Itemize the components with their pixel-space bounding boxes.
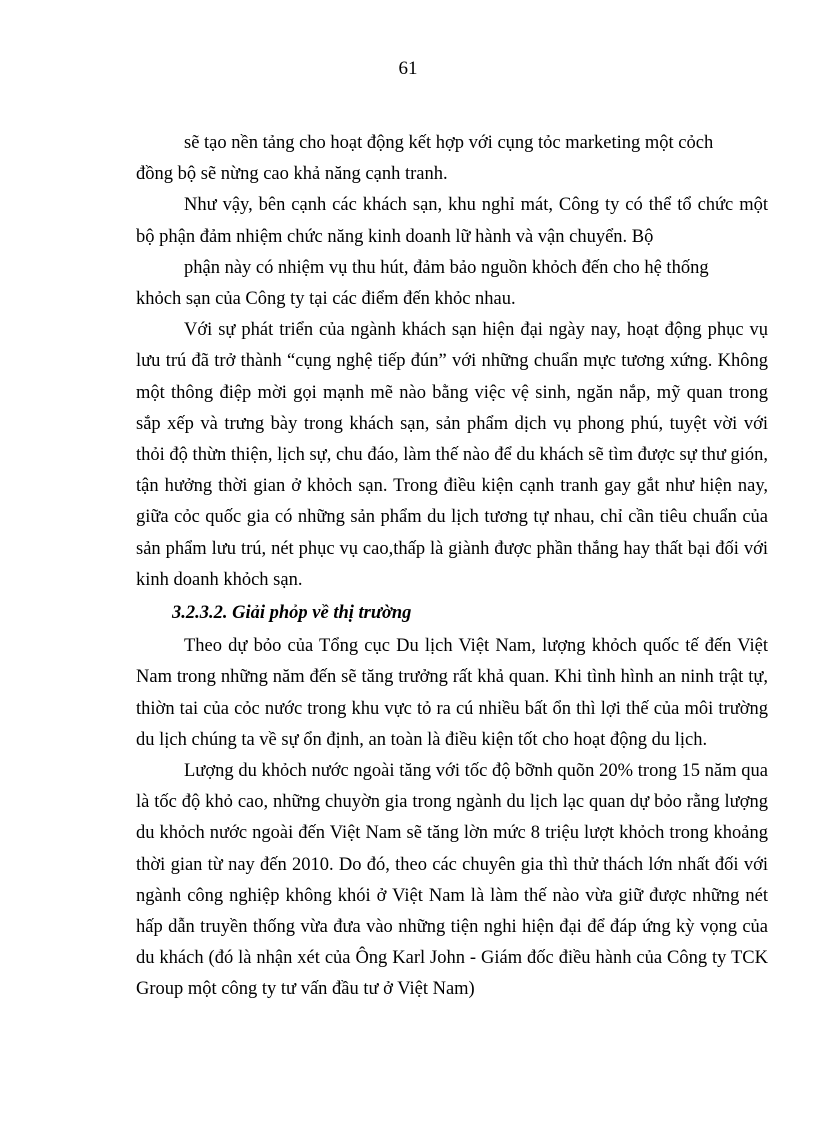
paragraph-5: Lượng du khỏch nước ngoài tăng với tốc độ bỡnh quõn 20% trong 15 năm qua là tốc độ khỏ cao, những chuyờn gia trong ngành du lịch lạc quan dự bỏo rằng lượng du khỏch nước ngoài đến Việt Nam sẽ tăng lờn mức 8 triệu lượt khỏch trong khoảng thời gian từ nay đến 2010. Do đó, theo các chuyên gia thì thử thách lớn nhất đối với ngành công nghiệp không khói ở Việt Nam là làm thế nào vừa giữ được những nét hấp dẫn truyền thống vừa đưa vào những tiện nghi hiện đại để đáp ứng kỳ vọng của du khách (đó là nhận xét của Ông Karl John - Giám đốc điều hành của Công ty TCK Group một công ty tư vấn đầu tư ở Việt Nam) (136, 761, 768, 1000)
section-heading: 3.2.3.2. Giải phỏp về thị trường (172, 603, 412, 624)
paragraph-1-line-2: đồng bộ sẽ nừng cao khả năng cạnh tranh. (136, 164, 448, 185)
paragraph-2-part-2: phận này có nhiệm vụ thu hút, đảm bảo nguồn khỏch đến cho hệ thống (184, 257, 709, 278)
paragraph-1-line-1: sẽ tạo nền tảng cho hoạt động kết hợp với cụng tỏc marketing một cỏch (184, 133, 714, 153)
paragraph-4: Theo dự bỏo của Tổng cục Du lịch Việt Nam, lượng khỏch quốc tế đến Việt Nam trong những năm đến sẽ tăng trưởng rất khả quan. Khi tình hình an ninh trật tự, thiờn tai của cỏc nước trong khu vực tỏ ra cú nhiều bất ổn thì lợi thế của môi trường du lịch chúng ta về sự ổn định, an toàn là điều kiện tốt cho hoạt động du lịch. (136, 636, 768, 750)
paragraph-3: Với sự phát triển của ngành khách sạn hiện đại ngày nay, hoạt động phục vụ lưu trú đã trở thành “cụng nghệ tiếp đún” với những chuẩn mực tương xứng. Không một thông điệp mời gọi mạnh mẽ nào bằng việc vệ sinh, ngăn nắp, mỹ quan trong sắp xếp và trưng bày trong khách sạn, sản phẩm dịch vụ phong phú, tuyệt vời với thỏi độ thừn thiện, lịch sự, chu đáo, làm thế nào để du khách sẽ tìm được sự thư gión, tận hưởng thời gian ở khỏch sạn. Trong điều kiện cạnh tranh gay gắt như hiện nay, giữa cỏc quốc gia có những sản phẩm du lịch tương tự nhau, chỉ cần tiêu chuẩn của sản phẩm lưu trú, nét phục vụ cao,thấp là giành được phần thắng hay thất bại đối với kinh doanh khỏch sạn. (136, 320, 768, 590)
page-number: 61 (398, 58, 418, 79)
paragraph-2-part-1: Như vậy, bên cạnh các khách sạn, khu nghỉ mát, Công ty có thể tổ chức một bộ phận đảm nhiệm chức năng kinh doanh lữ hành và vận chuyển. Bộ (136, 195, 768, 247)
page-body (136, 128, 768, 1006)
paragraph-2-part-3: khỏch sạn của Công ty tại các điểm đến khỏc nhau. (136, 289, 516, 310)
